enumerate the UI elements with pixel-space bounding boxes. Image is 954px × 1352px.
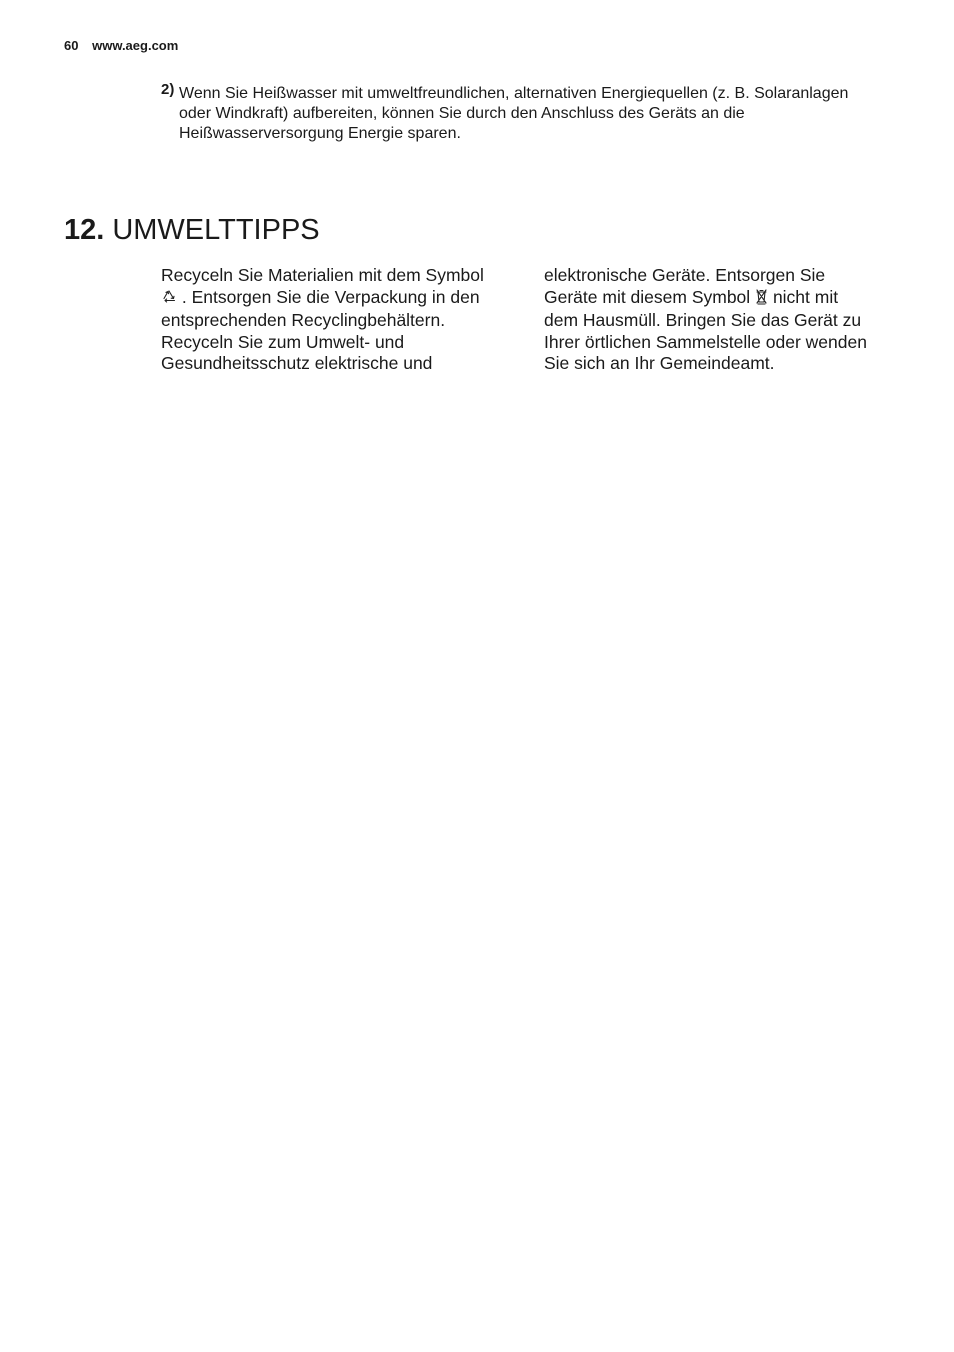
page-header xyxy=(64,38,178,53)
paragraph-recycling-text-2: . Entsorgen Sie die Verpackung in den entsprechenden Recyclingbehältern. xyxy=(161,286,480,331)
section-number: 12. xyxy=(64,214,105,246)
footnote xyxy=(161,80,881,144)
website-link[interactable]: www.aeg.com xyxy=(92,38,179,53)
paragraph-electronics-end xyxy=(544,265,874,375)
footnote-text: Wenn Sie Heißwasser mit umweltfreundlichen, alternativen Energiequellen (z. B. Solaranlagen oder Windkraft) aufbereiten, können Sie durch den Anschluss des Geräts an die Heißwasserversorgung Energie sparen. xyxy=(179,85,849,142)
paragraph-electronics-start: Recyceln Sie zum Umwelt- und Gesundheitsschutz elektrische und xyxy=(161,331,433,374)
crossed-bin-icon xyxy=(755,289,768,311)
paragraph-electronics-text-2: nicht mit dem Hausmüll. Bringen Sie das Gerät zu Ihrer örtlichen Sammelstelle oder wenden Sie sich an Ihr Gemeindeamt. xyxy=(544,286,867,374)
body-column-left xyxy=(161,265,491,375)
paragraph-recycling-text-1: Recyceln Sie Materialien mit dem Symbol xyxy=(161,265,484,285)
paragraph-recycling xyxy=(161,265,491,332)
footnote-marker: 2) xyxy=(161,81,175,98)
section-title-text: UMWELTTIPPS xyxy=(112,214,320,246)
section-title xyxy=(64,210,320,250)
recycling-icon xyxy=(161,289,177,311)
page-number: 60 xyxy=(64,38,79,53)
paragraph-electronics-text-1: elektronische Geräte. Entsorgen Sie Geräte mit diesem Symbol xyxy=(544,265,826,307)
body-column-right xyxy=(544,265,874,375)
